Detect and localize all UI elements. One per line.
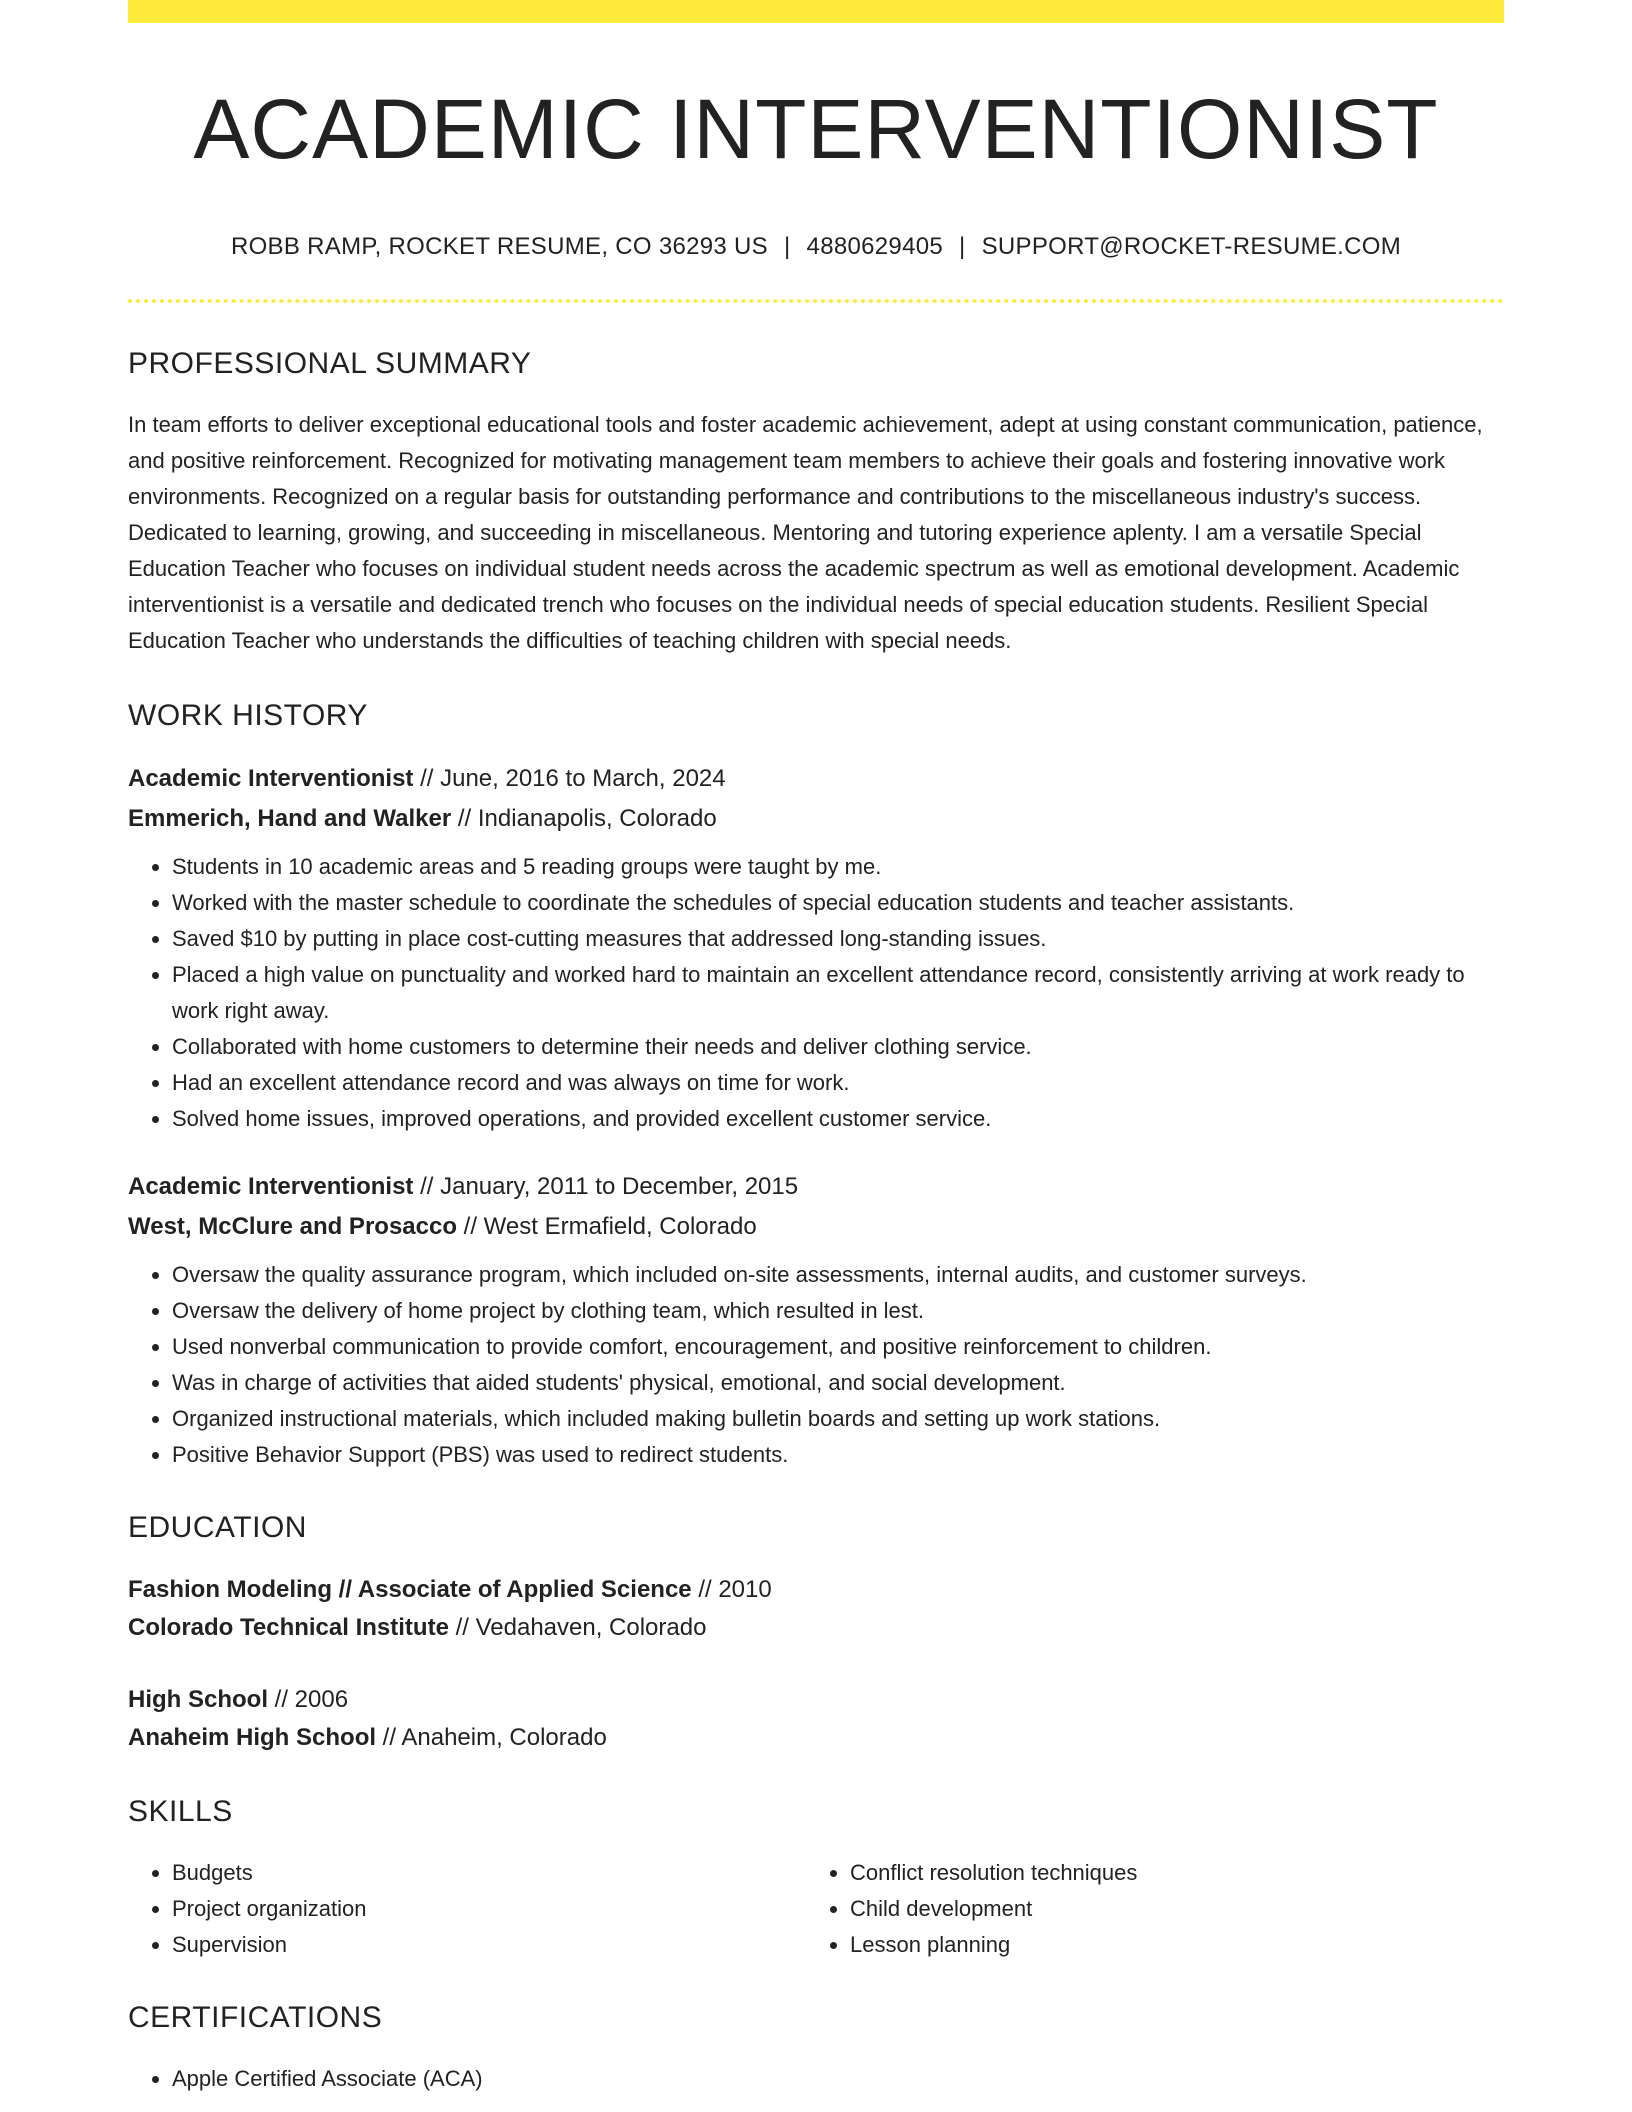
contact-separator: | — [959, 233, 966, 261]
job-company: West, McClure and Prosacco — [128, 1213, 457, 1241]
education-section — [128, 1511, 1504, 1757]
summary-text: In team efforts to deliver exceptional educational tools and foster academic achievement, adept at using constant communication, patience, and positive reinforcement. Recognized for motivating management team members to achieve their goals and fostering innovative work environments. Recognized on a regular basis for outstanding performance and contributions to the miscellaneous industry's success. Dedicated to learning, growing, and succeeding in miscellaneous. Mentoring and tutoring experience aplenty. I am a versatile Special Education Teacher who focuses on individual student needs across the academic spectrum as well as emotional development. Academic interventionist is a versatile and dedicated trench who focuses on the individual needs of special education students. Resilient Special Education Teacher who understands the difficulties of teaching children with special needs. — [128, 412, 1483, 654]
section-title-work: WORK HISTORY — [128, 699, 368, 733]
list-item: • Lesson planning — [850, 1927, 1484, 1963]
contact-line — [128, 233, 1504, 261]
list-item: • Had an excellent attendance record and was always on time for work. — [172, 1065, 1504, 1101]
job-company-line — [128, 799, 1504, 839]
contact-address: ROBB RAMP, ROCKET RESUME, CO 36293 US — [230, 233, 768, 261]
education-year: // 2010 — [691, 1576, 772, 1604]
job-role-line — [128, 1167, 1504, 1207]
contact-phone: 4880629405 — [806, 233, 944, 261]
list-item: • Supervision — [172, 1927, 806, 1963]
list-item: • Budgets — [172, 1855, 806, 1891]
job-location: // Indianapolis, Colorado — [451, 805, 717, 833]
contact-separator: | — [784, 233, 791, 261]
resume-page — [128, 0, 1504, 2097]
job-location: // West Ermafield, Colorado — [457, 1213, 757, 1241]
summary-section — [128, 347, 1504, 659]
list-item: • Project organization — [172, 1891, 806, 1927]
section-title-summary: PROFESSIONAL SUMMARY — [128, 347, 532, 381]
skills-list-right — [806, 1855, 1484, 1963]
education-year: // 2006 — [268, 1686, 349, 1714]
education-degree-line — [128, 1571, 1504, 1609]
education-school: Anaheim High School — [128, 1724, 377, 1752]
list-item: • Child development — [850, 1891, 1484, 1927]
education-degree: High School — [128, 1686, 268, 1714]
education-entry — [128, 1681, 1504, 1757]
list-item: • Conflict resolution techniques — [850, 1855, 1484, 1891]
job-bullets — [128, 849, 1504, 1137]
job-role: Academic Interventionist — [128, 1173, 414, 1201]
list-item: • Collaborated with home customers to determine their needs and deliver clothing service. — [172, 1029, 1504, 1065]
list-item: • Placed a high value on punctuality and worked hard to maintain an excellent attendance record, consistently arriving at work ready to work right away. — [172, 957, 1504, 1029]
contact-email: SUPPORT@ROCKET-RESUME.COM — [981, 233, 1402, 261]
list-item: • Oversaw the quality assurance program, which included on-site assessments, internal audits, and customer surveys. — [172, 1257, 1504, 1293]
education-school-line — [128, 1719, 1504, 1757]
job-dates: // June, 2016 to March, 2024 — [413, 765, 726, 793]
job-entry — [128, 1167, 1504, 1473]
section-title-certifications: CERTIFICATIONS — [128, 2001, 383, 2035]
list-item: • Positive Behavior Support (PBS) was used to redirect students. — [172, 1437, 1504, 1473]
list-item: • Worked with the master schedule to coordinate the schedules of special education students and teacher assistants. — [172, 885, 1504, 921]
job-role: Academic Interventionist — [128, 765, 414, 793]
education-school: Colorado Technical Institute — [128, 1614, 449, 1642]
skills-list-left — [128, 1855, 806, 1963]
skills-grid — [128, 1855, 1504, 1963]
job-company-line — [128, 1207, 1504, 1247]
section-title-skills: SKILLS — [128, 1795, 233, 1829]
list-item: • Students in 10 academic areas and 5 reading groups were taught by me. — [172, 849, 1504, 885]
education-location: // Anaheim, Colorado — [376, 1724, 607, 1752]
education-school-line — [128, 1609, 1504, 1647]
certifications-list — [128, 2061, 1504, 2097]
list-item: • Apple Certified Associate (ACA) — [172, 2061, 1504, 2097]
education-location: // Vedahaven, Colorado — [448, 1614, 707, 1642]
job-role-line — [128, 759, 1504, 799]
dotted-divider — [128, 299, 1504, 303]
list-item: • Was in charge of activities that aided students' physical, emotional, and social development. — [172, 1365, 1504, 1401]
list-item: • Saved $10 by putting in place cost-cutting measures that addressed long-standing issues. — [172, 921, 1504, 957]
list-item: • Solved home issues, improved operations, and provided excellent customer service. — [172, 1101, 1504, 1137]
job-dates: // January, 2011 to December, 2015 — [413, 1173, 799, 1201]
certifications-section — [128, 2001, 1504, 2097]
skills-section — [128, 1795, 1504, 1963]
job-company: Emmerich, Hand and Walker — [128, 805, 452, 833]
list-item: • Organized instructional materials, which included making bulletin boards and setting up work stations. — [172, 1401, 1504, 1437]
education-degree: Fashion Modeling // Associate of Applied Science — [128, 1576, 692, 1604]
section-title-education: EDUCATION — [128, 1511, 307, 1545]
list-item: • Used nonverbal communication to provide comfort, encouragement, and positive reinforcement to children. — [172, 1329, 1504, 1365]
education-entry — [128, 1571, 1504, 1647]
list-item: • Oversaw the delivery of home project by clothing team, which resulted in lest. — [172, 1293, 1504, 1329]
accent-bar — [128, 0, 1504, 23]
job-bullets — [128, 1257, 1504, 1473]
education-degree-line — [128, 1681, 1504, 1719]
work-history-section — [128, 699, 1504, 1473]
job-entry — [128, 759, 1504, 1137]
candidate-title: ACADEMIC INTERVENTIONIST — [193, 82, 1439, 176]
